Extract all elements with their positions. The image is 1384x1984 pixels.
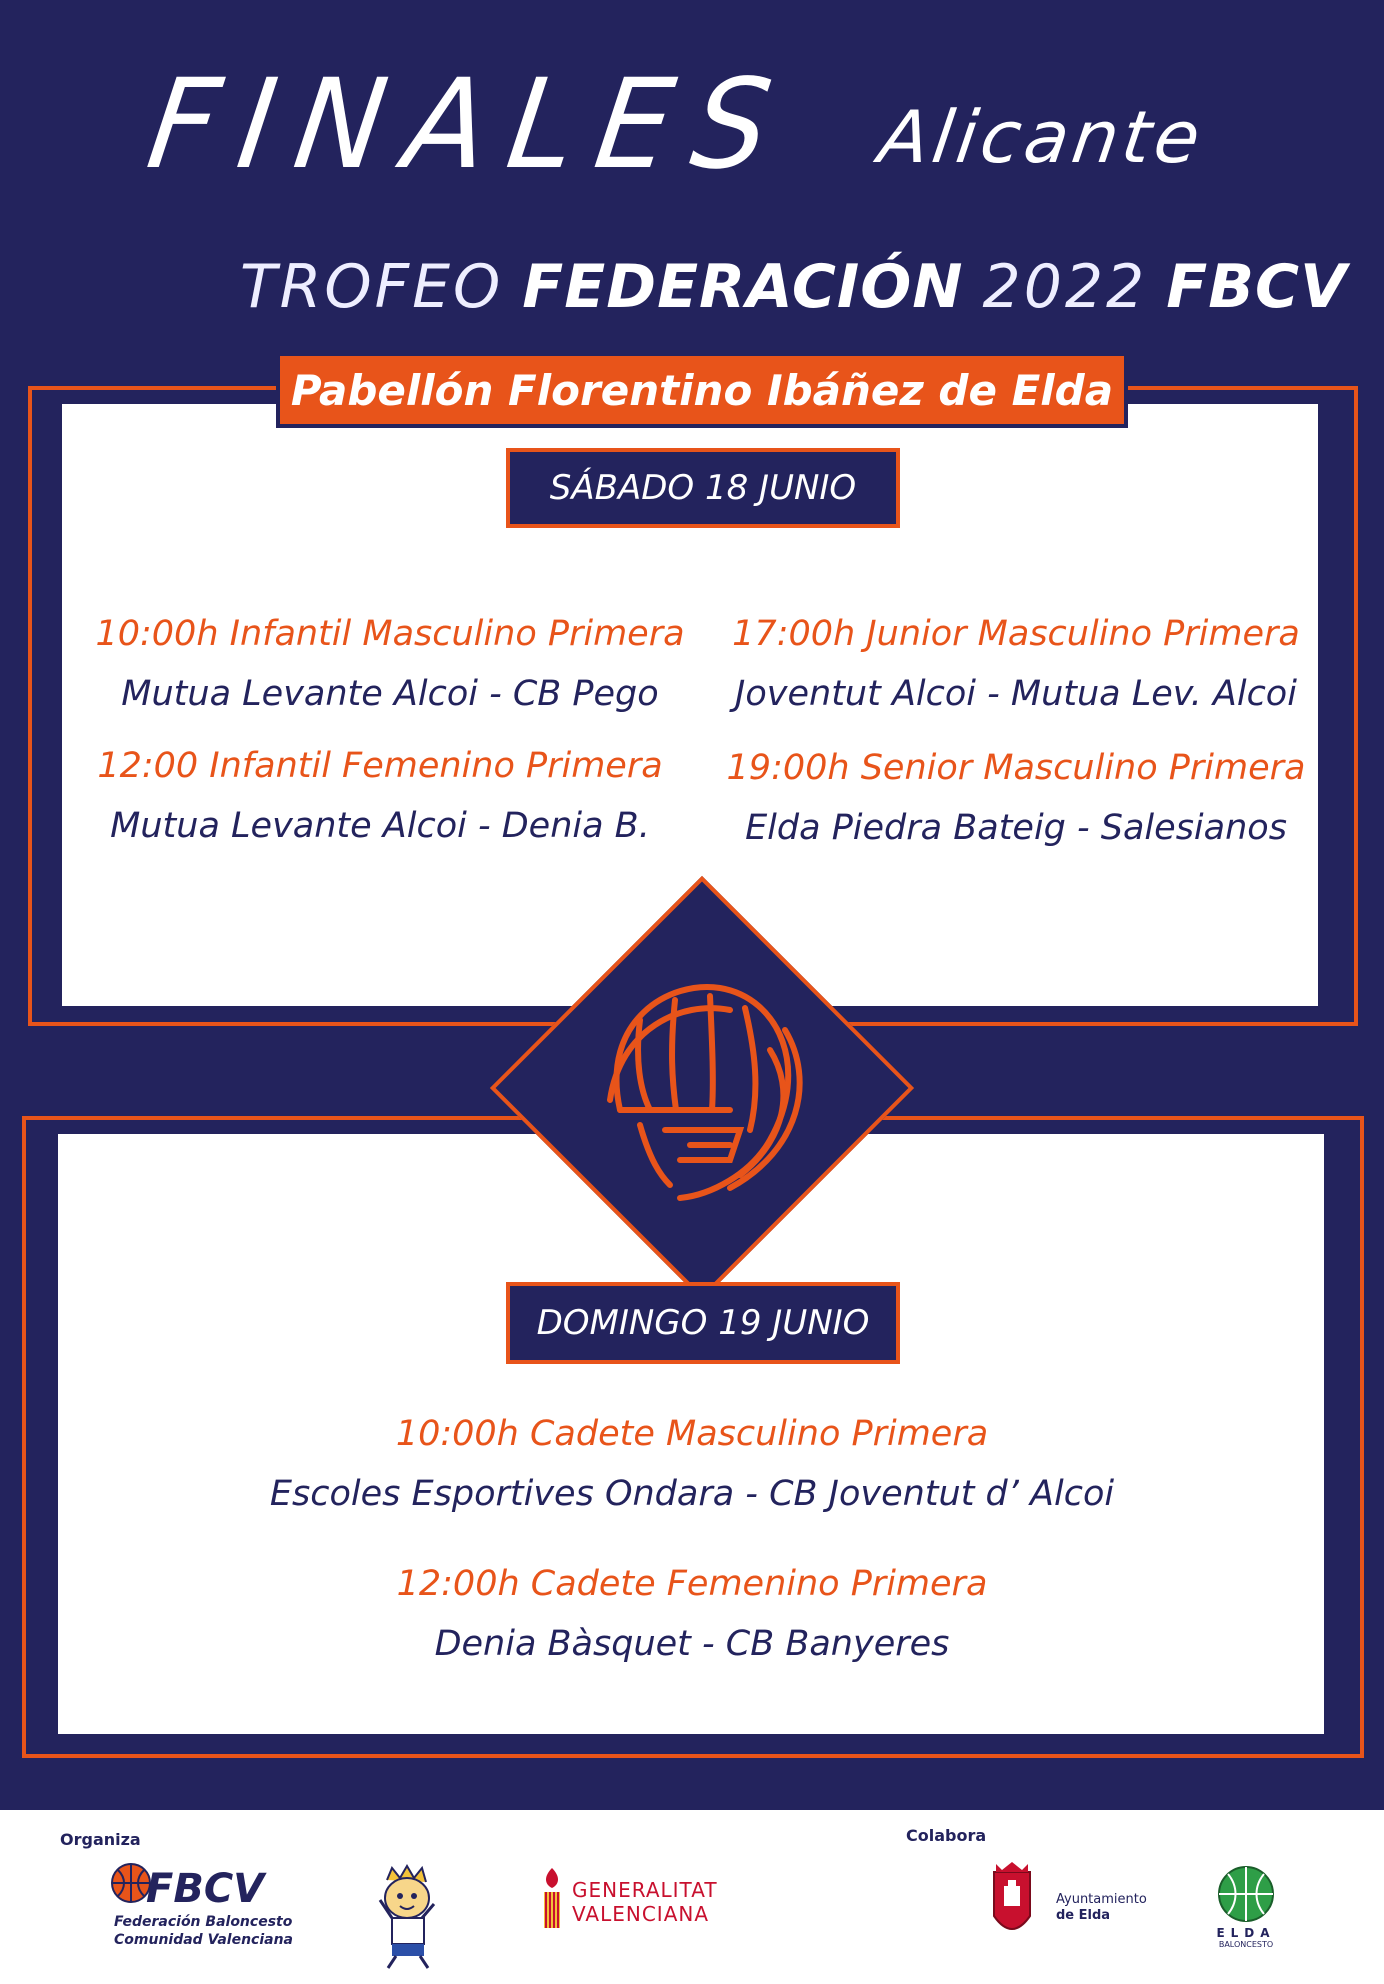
elda-club-sub: BALONCESTO (1218, 1940, 1274, 1949)
game-teams: Mutua Levante Alcoi - Denia B. (110, 806, 650, 846)
game-time: 12:00h Cadete Femenino Primera (396, 1564, 988, 1604)
game-time: 10:00h Cadete Masculino Primera (395, 1414, 989, 1454)
federacion-word: FEDERACIÓN (522, 252, 964, 322)
fbcv-line-2: Comunidad Valenciana (114, 1932, 293, 1948)
fbcv-logo-text: FBCV (146, 1866, 265, 1912)
fbcv-line-1: Federación Baloncesto (114, 1914, 293, 1930)
finales-title: FINALES (139, 51, 802, 197)
fbcv-logo (110, 1862, 293, 1962)
trofeo-word: TROFEO (240, 252, 504, 322)
sponsors-footer (0, 1810, 1384, 1984)
game-teams: Denia Bàsquet - CB Banyeres (434, 1624, 950, 1664)
alicante-title: Alicante (874, 95, 1210, 179)
elda-club-name: ELDA (1216, 1926, 1276, 1940)
ayuntamiento-line-2: de Elda (1056, 1908, 1111, 1923)
game-teams: Escoles Esportives Ondara - CB Joventut d’ Alcoi (269, 1474, 1115, 1514)
game-teams: Joventut Alcoi - Mutua Lev. Alcoi (735, 674, 1297, 714)
venue-banner: Pabellón Florentino Ibáñez de Elda (276, 352, 1128, 428)
game-teams: Mutua Levante Alcoi - CB Pego (121, 674, 659, 714)
trofeo-federacion-heading (240, 252, 1347, 322)
game-time: 12:00 Infantil Femenino Primera (97, 746, 663, 786)
generalitat-emblem-icon (540, 1866, 564, 1936)
fbcv-brand: FBCV (1166, 252, 1348, 322)
game-sat-2 (90, 744, 670, 848)
game-teams: Elda Piedra Bateig - Salesianos (745, 808, 1287, 848)
saturday-label: SÁBADO 18 JUNIO (506, 448, 900, 528)
elda-club-ball-icon (1216, 1864, 1276, 1924)
sunday-label: DOMINGO 19 JUNIO (506, 1282, 900, 1364)
colabora-label: Colabora (906, 1826, 987, 1845)
game-time: 17:00h Junior Masculino Primera (732, 614, 1300, 654)
generalitat-line-2: VALENCIANA (572, 1902, 710, 1926)
ayuntamiento-crest-icon (984, 1858, 1040, 1944)
generalitat-line-1: GENERALITAT (572, 1878, 718, 1902)
game-sat-4 (726, 746, 1306, 850)
mascot-icon (362, 1860, 452, 1970)
organiza-label: Organiza (60, 1830, 141, 1849)
game-time: 10:00h Infantil Masculino Primera (95, 614, 685, 654)
game-sun-1 (200, 1412, 1184, 1516)
basketball-emblem-icon (580, 960, 824, 1210)
game-sat-1 (90, 612, 690, 716)
game-sat-3 (726, 612, 1306, 716)
game-time: 19:00h Senior Masculino Primera (726, 748, 1306, 788)
ayuntamiento-line-1: Ayuntamiento (1056, 1892, 1147, 1907)
game-sun-2 (200, 1562, 1184, 1666)
year-word: 2022 (982, 252, 1148, 322)
